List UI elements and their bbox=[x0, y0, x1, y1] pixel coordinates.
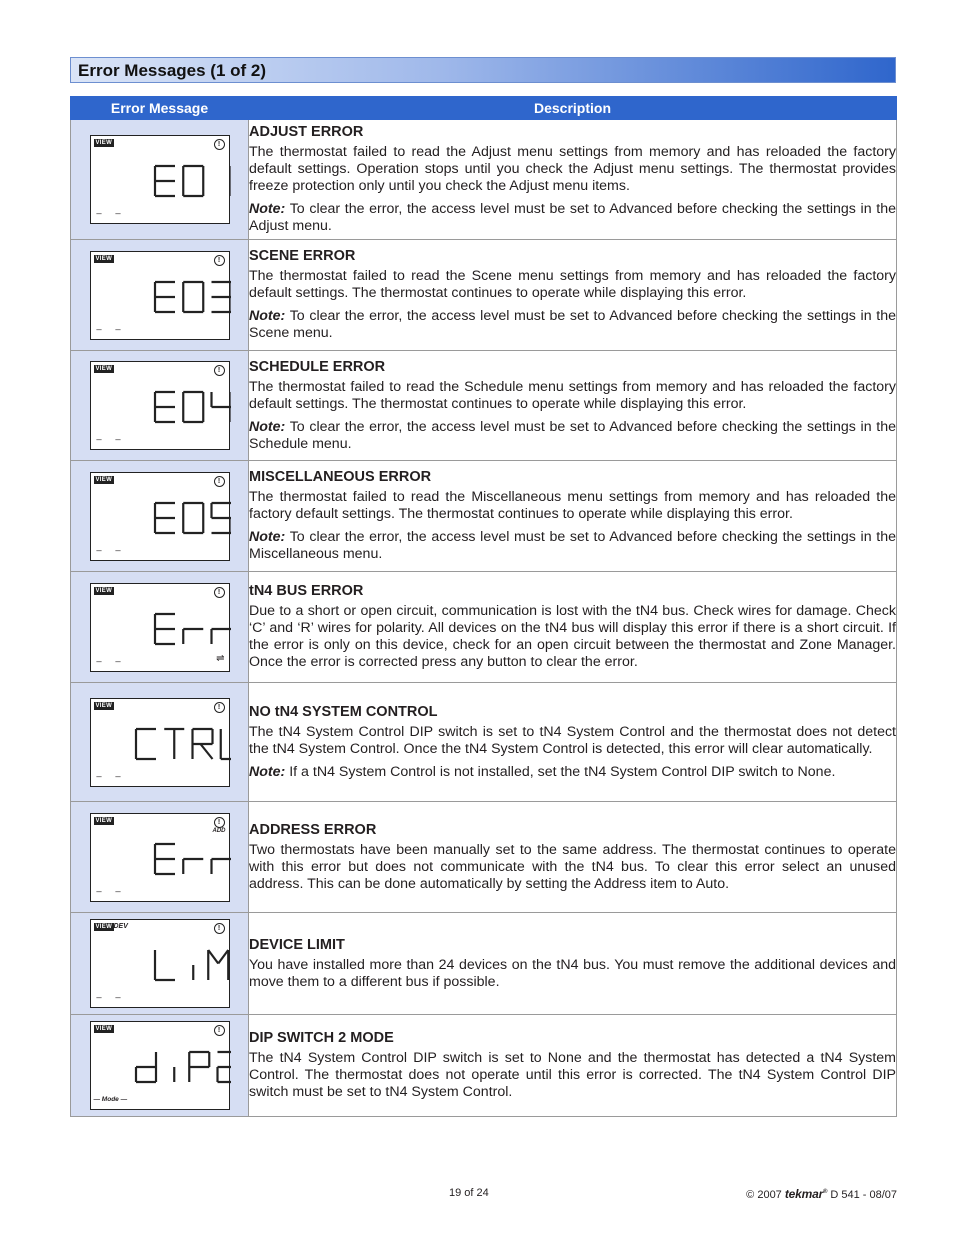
table-row bbox=[71, 240, 897, 351]
info-icon: ! bbox=[214, 817, 225, 828]
error-description: Due to a short or open circuit, communication is lost with the tN4 bus. Check wires for damage. Check ‘C’ and ‘R’ wires for polarity. All devices on the tN4 bus will display this error if there is a short circuit. If the error is only on this device, check for an open circuit between the thermostat and Zone Manager. Once the error is corrected press any button to clear the error. bbox=[249, 603, 896, 670]
view-indicator: VIEW bbox=[95, 476, 113, 483]
lcd-display bbox=[90, 813, 230, 902]
info-icon: ! bbox=[214, 365, 225, 376]
error-description: The thermostat failed to read the Adjust menu settings from memory and has reloaded the factory default settings. Operation stops until you check the Adjust menu settings. The thermostat provides freeze protection only until you check the Adjust menu items. bbox=[249, 144, 896, 194]
lcd-display bbox=[90, 1021, 230, 1110]
info-icon: ! bbox=[214, 587, 225, 598]
view-indicator: VIEW bbox=[95, 366, 113, 372]
segment-dashes: __ bbox=[96, 540, 135, 551]
lcd-cell bbox=[71, 572, 249, 683]
info-icon: ! bbox=[214, 1025, 225, 1036]
error-title: tN4 BUS ERROR bbox=[249, 583, 364, 599]
lcd-cell bbox=[71, 240, 249, 351]
error-title: SCHEDULE ERROR bbox=[249, 358, 386, 375]
segment-dashes: __ bbox=[96, 204, 135, 214]
error-description: Two thermostats have been manually set to the same address. The thermostat continues to operate with this error but does not communicate with the tN4 bus. To clear this error select an unused address. This can be done automatically by setting the Address item to Auto. bbox=[249, 841, 896, 892]
note-text: To clear the error, the access level must be set to Advanced before checking the settings in the Adjust menu. bbox=[249, 201, 896, 234]
error-note bbox=[249, 308, 896, 342]
info-icon: ! bbox=[214, 476, 225, 487]
lcd-display bbox=[90, 361, 230, 450]
error-title: ADDRESS ERROR bbox=[249, 821, 377, 838]
brand-logo: tekmar® bbox=[784, 1187, 828, 1201]
note-text: If a tN4 System Control is not installed, set the tN4 System Control DIP switch to None. bbox=[289, 763, 836, 780]
segment-dashes: __ bbox=[96, 766, 135, 777]
error-note bbox=[249, 201, 896, 235]
note-label: Note: bbox=[249, 763, 286, 780]
lcd-cell bbox=[71, 120, 249, 240]
lcd-cell bbox=[71, 351, 249, 461]
note-label: Note: bbox=[249, 418, 286, 435]
error-title: SCENE ERROR bbox=[249, 248, 356, 264]
note-text: To clear the error, the access level must be set to Advanced before checking the settings in the Scene menu. bbox=[249, 308, 896, 341]
view-indicator: VIEW bbox=[95, 1026, 113, 1032]
lcd-cell bbox=[71, 802, 249, 913]
error-note bbox=[249, 419, 896, 453]
info-icon: ! bbox=[214, 139, 225, 150]
lcd-display bbox=[90, 583, 230, 672]
section-title: Error Messages (1 of 2) bbox=[70, 57, 896, 83]
view-indicator: VIEW bbox=[95, 817, 113, 824]
lcd-cell bbox=[71, 683, 249, 802]
error-note bbox=[249, 529, 896, 563]
table-row bbox=[71, 120, 897, 240]
info-icon: ! bbox=[214, 255, 225, 266]
lcd-display bbox=[90, 919, 230, 1008]
description-cell bbox=[249, 461, 897, 572]
add-indicator: ADD bbox=[212, 827, 226, 834]
error-title: ADJUST ERROR bbox=[249, 124, 364, 140]
description-cell bbox=[249, 802, 897, 913]
view-indicator: VIEW bbox=[95, 702, 113, 709]
lcd-cell bbox=[71, 461, 249, 572]
segment-dashes: __ bbox=[96, 881, 135, 892]
segment-dashes: __ bbox=[96, 319, 135, 330]
error-messages-table bbox=[70, 96, 897, 1117]
note-label: Note: bbox=[249, 308, 286, 324]
error-title: DIP SWITCH 2 MODE bbox=[249, 1030, 394, 1046]
table-row bbox=[71, 1015, 897, 1117]
description-cell bbox=[249, 240, 897, 351]
description-cell bbox=[249, 1015, 897, 1117]
note-text: To clear the error, the access level must be set to Advanced before checking the settings in the Miscellaneous menu. bbox=[249, 529, 896, 562]
segment-dashes: __ bbox=[96, 430, 135, 440]
table-row bbox=[71, 683, 897, 802]
lcd-cell bbox=[71, 1015, 249, 1117]
document-id: D 541 - 08/07 bbox=[830, 1189, 897, 1201]
table-row bbox=[71, 913, 897, 1015]
view-indicator: VIEW bbox=[95, 140, 113, 146]
copyright: © 2007 bbox=[746, 1189, 782, 1201]
error-description: The tN4 System Control DIP switch is set to None and the thermostat has detected a tN4 System Control. The thermostat does not operate until this error is corrected. The tN4 System Control DIP switch must be set to tN4 System Control. bbox=[249, 1050, 896, 1100]
table-header-row bbox=[71, 97, 897, 120]
info-icon: ! bbox=[214, 702, 225, 713]
page-number: 19 of 24 bbox=[449, 1187, 489, 1199]
description-cell bbox=[249, 351, 897, 461]
lcd-display bbox=[90, 472, 230, 561]
bus-icon: ⇌ bbox=[216, 652, 225, 664]
error-note bbox=[249, 764, 896, 781]
error-title: MISCELLANEOUS ERROR bbox=[249, 469, 432, 485]
mode-label: — Mode — bbox=[93, 1096, 128, 1103]
segment-dashes: __ bbox=[96, 988, 135, 998]
table-row bbox=[71, 572, 897, 683]
description-cell bbox=[249, 683, 897, 802]
view-indicator: VIEW bbox=[95, 255, 113, 262]
header-error-message: Error Message bbox=[71, 97, 249, 120]
error-description: The tN4 System Control DIP switch is set to tN4 System Control and the thermostat does not detect the tN4 System Control. Once the tN4 System Control is detected, this error will clear automatically. bbox=[249, 723, 896, 757]
lcd-display bbox=[90, 135, 230, 224]
description-cell bbox=[249, 572, 897, 683]
description-cell bbox=[249, 913, 897, 1015]
table-row bbox=[71, 461, 897, 572]
table-row bbox=[71, 351, 897, 461]
header-description: Description bbox=[249, 97, 897, 120]
segment-dashes: __ bbox=[96, 651, 135, 662]
note-text: To clear the error, the access level must be set to Advanced before checking the settings in the Schedule menu. bbox=[249, 418, 896, 452]
lcd-display bbox=[90, 251, 230, 340]
error-description: The thermostat failed to read the Miscellaneous menu settings from memory and has reloaded the factory default settings. The thermostat continues to operate while displaying this error. bbox=[249, 489, 896, 522]
error-title: DEVICE LIMIT bbox=[249, 936, 345, 953]
info-icon: ! bbox=[214, 923, 225, 934]
description-cell bbox=[249, 120, 897, 240]
lcd-cell bbox=[71, 913, 249, 1015]
view-indicator: VIEW bbox=[95, 924, 113, 930]
note-label: Note: bbox=[249, 529, 286, 545]
error-title: NO tN4 SYSTEM CONTROL bbox=[249, 703, 438, 720]
lcd-display bbox=[90, 698, 230, 787]
table-row bbox=[71, 802, 897, 913]
footer-doc-info bbox=[746, 1187, 897, 1201]
dev-indicator: DEV bbox=[113, 923, 128, 930]
error-description: The thermostat failed to read the Scene menu settings from memory and has reloaded the factory default settings. The thermostat continues to operate while displaying this error. bbox=[249, 268, 896, 301]
error-description: You have installed more than 24 devices on the tN4 bus. You must remove the additional devices and move them to a different bus if possible. bbox=[249, 956, 896, 990]
note-label: Note: bbox=[249, 201, 286, 217]
view-indicator: VIEW bbox=[95, 587, 113, 594]
error-description: The thermostat failed to read the Schedule menu settings from memory and has reloaded the factory default settings. The thermostat continues to operate while displaying this error. bbox=[249, 378, 896, 412]
